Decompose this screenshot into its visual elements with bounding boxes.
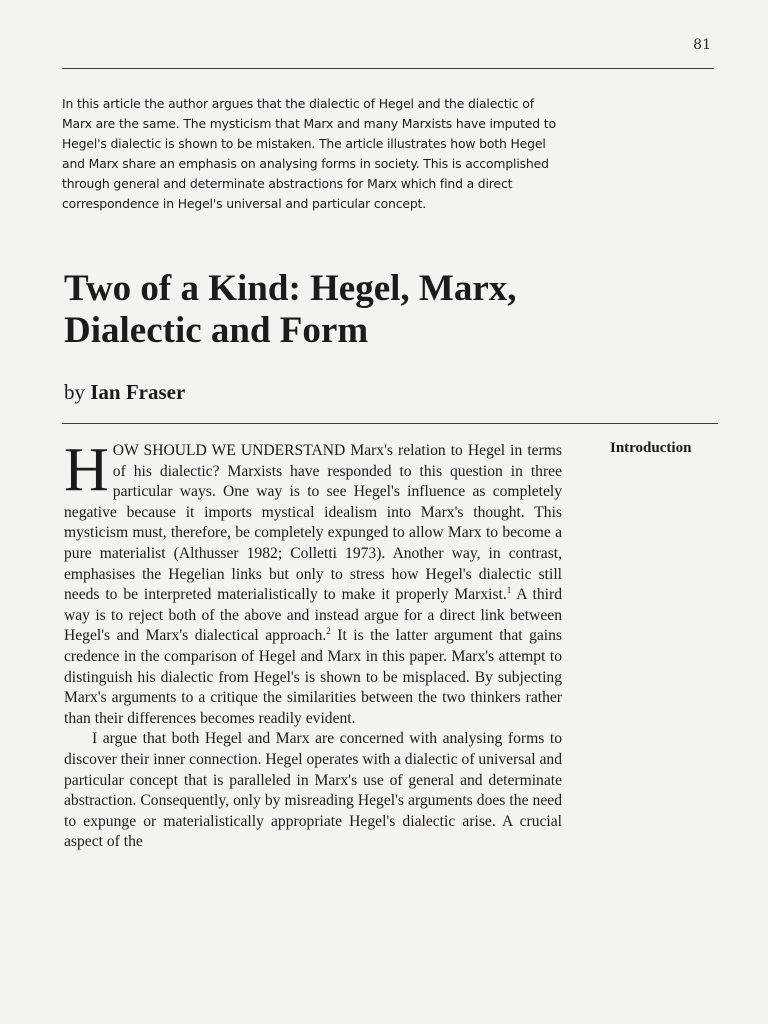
byline <box>64 379 185 405</box>
footnote-marker-2[interactable]: 2 <box>326 626 331 637</box>
paragraph-1-part-a: Marx's relation to Hegel in terms of his dialectic? Marxists have responded to this question in three particular ways. One way is to see Hegel's influence as completely negative because it imports mystical idealism into Marx's thought. This mysticism must, therefore, be completely expunged to allow Marx to become a pure materialist (Althusser 1982; Colletti 1973). Another way, in contrast, emphasises the Hegelian links but only to stress how Hegel's dialectic still needs to be interpreted materialistically to make it properly Marxist. <box>64 442 562 604</box>
drop-cap: H <box>64 436 109 504</box>
paragraph-1-part-b: A third way is to reject both of the above and instead argue for a direct link between Hegel's and Marx's dialectical approach. <box>64 586 562 645</box>
top-rule <box>62 68 714 69</box>
section-heading: Introduction <box>610 440 692 456</box>
article-title-line-1: Two of a Kind: Hegel, Marx, <box>64 268 517 309</box>
page-number: 81 <box>693 37 711 53</box>
abstract: In this article the author argues that the dialectic of Hegel and the dialectic of Marx are the same. The mysticism that Marx and many Marxists have imputed to Hegel's dialectic is shown to be mistaken. The article illustrates how both Hegel and Marx share an emphasis on analysing forms in society. This is accomplished through general and determinate abstractions for Marx which find a direct correspondence in Hegel's universal and particular concept. <box>62 96 556 211</box>
paragraph-1-part-c: It is the latter argument that gains credence in the comparison of Hegel and Marx in this paper. Marx's attempt to distinguish his dialectic from Hegel's is shown to be misplaced. By subjecting Marx's arguments to a critique the similarities between the two thinkers rather than their differences becomes readily evident. <box>64 627 562 727</box>
paragraph-1 <box>64 436 562 729</box>
article-title <box>64 268 704 352</box>
lead-in: OW SHOULD WE UNDERSTAND <box>112 442 346 459</box>
author-name: Ian Fraser <box>90 380 186 404</box>
section-rule <box>62 423 718 424</box>
body-text <box>64 436 562 853</box>
paragraph-2: I argue that both Hegel and Marx are concerned with analysing forms to discover their inner connection. Hegel operates with a dialectic of universal and particular concept that is paralleled in Marx's use of general and determinate abstraction. Consequently, only by misreading Hegel's arguments does the need to expunge or materialistically appropriate Hegel's dialectic arise. A crucial aspect of the <box>64 730 562 851</box>
footnote-marker-1[interactable]: 1 <box>506 584 512 595</box>
byline-prefix: by <box>64 380 91 404</box>
article-title-line-2: Dialectic and Form <box>64 310 369 351</box>
